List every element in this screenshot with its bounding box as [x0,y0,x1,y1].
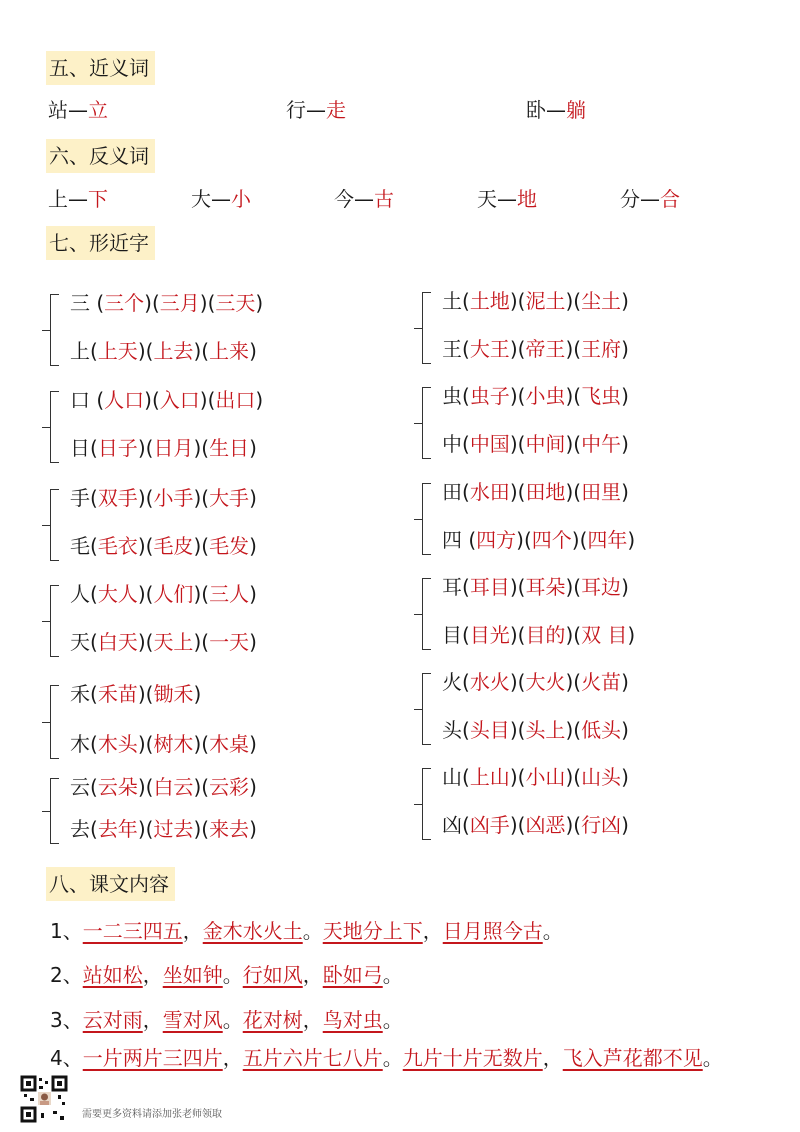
group-bracket [422,387,431,459]
answer-word: 头目 [469,718,510,742]
base-char: 头 [442,718,462,742]
answer-word: 头上 [525,718,566,742]
base-char: 土 [442,289,462,313]
similar-char-row: 中(中国)(中间)(中午) [442,432,629,456]
group-bracket [50,489,59,561]
base-char: 目 [442,623,462,647]
answer-word: 水火 [469,670,510,694]
answer-word: 禾苗 [97,682,138,706]
group-bracket [422,673,431,745]
line-number: 1、 [50,919,83,943]
group-bracket [422,292,431,364]
answer-word: 云彩 [209,775,250,799]
similar-char-row: 头(头目)(头上)(低头) [442,718,629,742]
group-bracket [50,685,59,759]
base-char: 上 [70,339,90,363]
similar-char-row: 四 (四方)(四个)(四年) [442,528,636,552]
answer-word: 上去 [153,339,194,363]
answer-word: 中间 [525,432,566,456]
answer-phrase: 一片两片三四片 [82,1046,223,1070]
answer-word: 泥土 [525,289,566,313]
text-line [50,1043,723,1073]
similar-char-row: 禾(禾苗)(锄禾) [70,682,202,706]
answer-word: 出口 [215,388,256,412]
answer-word: 小山 [525,765,566,789]
answer-word: 上来 [209,339,250,363]
answer-word: 毛发 [209,534,250,558]
similar-char-row: 天(白天)(天上)(一天) [70,630,257,654]
antonym-pair: 今—古 [334,187,394,211]
answer-word: 凶手 [469,813,510,837]
answer-word: 入口 [159,388,200,412]
qr-code-icon [20,1075,68,1123]
answer-word: 三天 [215,291,256,315]
answer-word: 耳朵 [525,575,566,599]
group-bracket [50,391,59,463]
text-line [50,960,403,990]
answer-word: 耳边 [581,575,622,599]
answer-word: 大火 [525,670,566,694]
answer-word: 来去 [209,817,250,841]
answer-word: 大手 [209,486,250,510]
antonym-pair: 上—下 [48,187,108,211]
line-number: 4、 [50,1046,83,1070]
punctuation: ， [142,1008,163,1032]
similar-char-row: 王(大王)(帝王)(王府) [442,337,629,361]
answer-word: 上天 [97,339,138,363]
answer-phrase: 日月照今古 [442,919,543,943]
line-number: 2、 [50,963,83,987]
group-bracket [50,778,59,844]
answer-word: 天上 [153,630,194,654]
punctuation: ， [302,1008,323,1032]
answer-word: 过去 [153,817,194,841]
base-char: 凶 [442,813,462,837]
antonym-pair: 分—合 [620,187,680,211]
base-char: 王 [442,337,462,361]
similar-char-row: 虫(虫子)(小虫)(飞虫) [442,384,629,408]
similar-char-row: 云(云朵)(白云)(云彩) [70,775,257,799]
base-char: 火 [442,670,462,694]
answer-word: 虫子 [469,384,510,408]
punctuation: 。 [702,1046,723,1070]
section-heading-similar-chars: 七、形近字 [46,226,155,260]
answer-word: 水田 [469,480,510,504]
answer-word: 三个 [104,291,145,315]
punctuation: 。 [542,919,563,943]
base-char: 禾 [70,682,90,706]
group-bracket [422,768,431,840]
answer-word: 日子 [97,436,138,460]
base-char: 日 [70,436,90,460]
answer-phrase: 站如松 [82,963,143,987]
similar-char-row: 山(上山)(小山)(山头) [442,765,629,789]
answer-word: 三月 [159,291,200,315]
similar-char-row: 耳(耳目)(耳朵)(耳边) [442,575,629,599]
answer-word: 木头 [97,732,138,756]
answer-word: 四个 [531,528,572,552]
similar-char-row: 手(双手)(小手)(大手) [70,486,257,510]
answer-word: 小手 [153,486,194,510]
answer-phrase: 行如风 [242,963,303,987]
answer-word: 树木 [153,732,194,756]
punctuation: 。 [222,1008,243,1032]
punctuation: 。 [302,919,323,943]
similar-char-row: 火(水火)(大火)(火苗) [442,670,629,694]
answer-word: 飞虫 [581,384,622,408]
answer-word: 双手 [97,486,138,510]
punctuation: ， [542,1046,563,1070]
answer-word: 尘土 [581,289,622,313]
answer-phrase: 雪对风 [162,1008,223,1032]
synonym-pair: 行—走 [286,98,346,122]
base-char: 四 [442,528,469,552]
section-heading-antonyms: 六、反义词 [46,139,155,173]
synonym-pair: 卧—躺 [526,98,586,122]
base-char: 手 [70,486,90,510]
base-char: 山 [442,765,462,789]
answer-word: 锄禾 [153,682,194,706]
similar-char-row: 凶(凶手)(凶恶)(行凶) [442,813,629,837]
footer-note: 需要更多资料请添加张老师领取 [82,1109,222,1120]
base-char: 木 [70,732,90,756]
similar-char-row: 口 (人口)(入口)(出口) [70,388,264,412]
similar-char-row: 日(日子)(日月)(生日) [70,436,257,460]
similar-char-row: 目(目光)(目的)(双 目) [442,623,636,647]
punctuation: ， [222,1046,243,1070]
answer-word: 凶恶 [525,813,566,837]
answer-word: 毛皮 [153,534,194,558]
answer-phrase: 坐如钟 [162,963,223,987]
answer-word: 小虫 [525,384,566,408]
similar-char-row: 三 (三个)(三月)(三天) [70,291,264,315]
group-bracket [50,585,59,657]
antonym-pair: 大—小 [191,187,251,211]
punctuation: 。 [382,1046,403,1070]
answer-phrase: 飞入芦花都不见 [562,1046,703,1070]
answer-phrase: 一二三四五 [82,919,183,943]
answer-word: 生日 [209,436,250,460]
group-bracket [422,483,431,555]
answer-word: 三人 [209,582,250,606]
base-char: 田 [442,480,462,504]
text-line [50,916,563,946]
answer-phrase: 鸟对虫 [322,1008,383,1032]
base-char: 耳 [442,575,462,599]
answer-word: 目光 [469,623,510,647]
answer-phrase: 五片六片七八片 [242,1046,383,1070]
answer-phrase: 云对雨 [82,1008,143,1032]
answer-phrase: 天地分上下 [322,919,423,943]
answer-word: 帝王 [525,337,566,361]
base-char: 中 [442,432,462,456]
line-number: 3、 [50,1008,83,1032]
answer-word: 白天 [97,630,138,654]
base-char: 去 [70,817,90,841]
base-char: 天 [70,630,90,654]
answer-word: 王府 [581,337,622,361]
punctuation: 。 [382,1008,403,1032]
text-line [50,1005,403,1035]
synonym-pair: 站—立 [48,98,108,122]
similar-char-row: 土(土地)(泥土)(尘土) [442,289,629,313]
base-char: 虫 [442,384,462,408]
similar-char-row: 上(上天)(上去)(上来) [70,339,257,363]
answer-word: 目的 [525,623,566,647]
similar-char-row: 去(去年)(过去)(来去) [70,817,257,841]
answer-word: 四方 [476,528,517,552]
similar-char-row: 田(水田)(田地)(田里) [442,480,629,504]
answer-phrase: 卧如弓 [322,963,383,987]
answer-word: 山头 [581,765,622,789]
answer-word: 中午 [581,432,622,456]
group-bracket [422,578,431,650]
answer-word: 大王 [469,337,510,361]
answer-word: 土地 [469,289,510,313]
base-char: 毛 [70,534,90,558]
answer-word: 火苗 [581,670,622,694]
answer-word: 田地 [525,480,566,504]
punctuation: 。 [382,963,403,987]
similar-char-row: 木(木头)(树木)(木桌) [70,732,257,756]
base-char: 三 [70,291,97,315]
similar-char-row: 人(大人)(人们)(三人) [70,582,257,606]
answer-phrase: 金木水火土 [202,919,303,943]
base-char: 云 [70,775,90,799]
antonym-pair: 天—地 [477,187,537,211]
answer-word: 人口 [104,388,145,412]
answer-word: 低头 [581,718,622,742]
answer-word: 大人 [97,582,138,606]
answer-word: 人们 [153,582,194,606]
answer-word: 日月 [153,436,194,460]
group-bracket [50,294,59,366]
answer-phrase: 花对树 [242,1008,303,1032]
answer-word: 云朵 [97,775,138,799]
answer-word: 行凶 [581,813,622,837]
answer-word: 上山 [469,765,510,789]
similar-char-row: 毛(毛衣)(毛皮)(毛发) [70,534,257,558]
punctuation: ， [182,919,203,943]
base-char: 人 [70,582,90,606]
punctuation: ， [142,963,163,987]
answer-word: 四年 [587,528,628,552]
answer-word: 白云 [153,775,194,799]
answer-word: 双 目 [581,623,628,647]
answer-word: 毛衣 [97,534,138,558]
section-heading-text-content: 八、课文内容 [46,867,175,901]
answer-word: 去年 [97,817,138,841]
answer-word: 中国 [469,432,510,456]
punctuation: ， [422,919,443,943]
answer-word: 田里 [581,480,622,504]
section-heading-synonyms: 五、近义词 [46,51,155,85]
answer-phrase: 九片十片无数片 [402,1046,543,1070]
punctuation: 。 [222,963,243,987]
answer-word: 木桌 [209,732,250,756]
punctuation: ， [302,963,323,987]
base-char: 口 [70,388,97,412]
answer-word: 一天 [209,630,250,654]
answer-word: 耳目 [469,575,510,599]
